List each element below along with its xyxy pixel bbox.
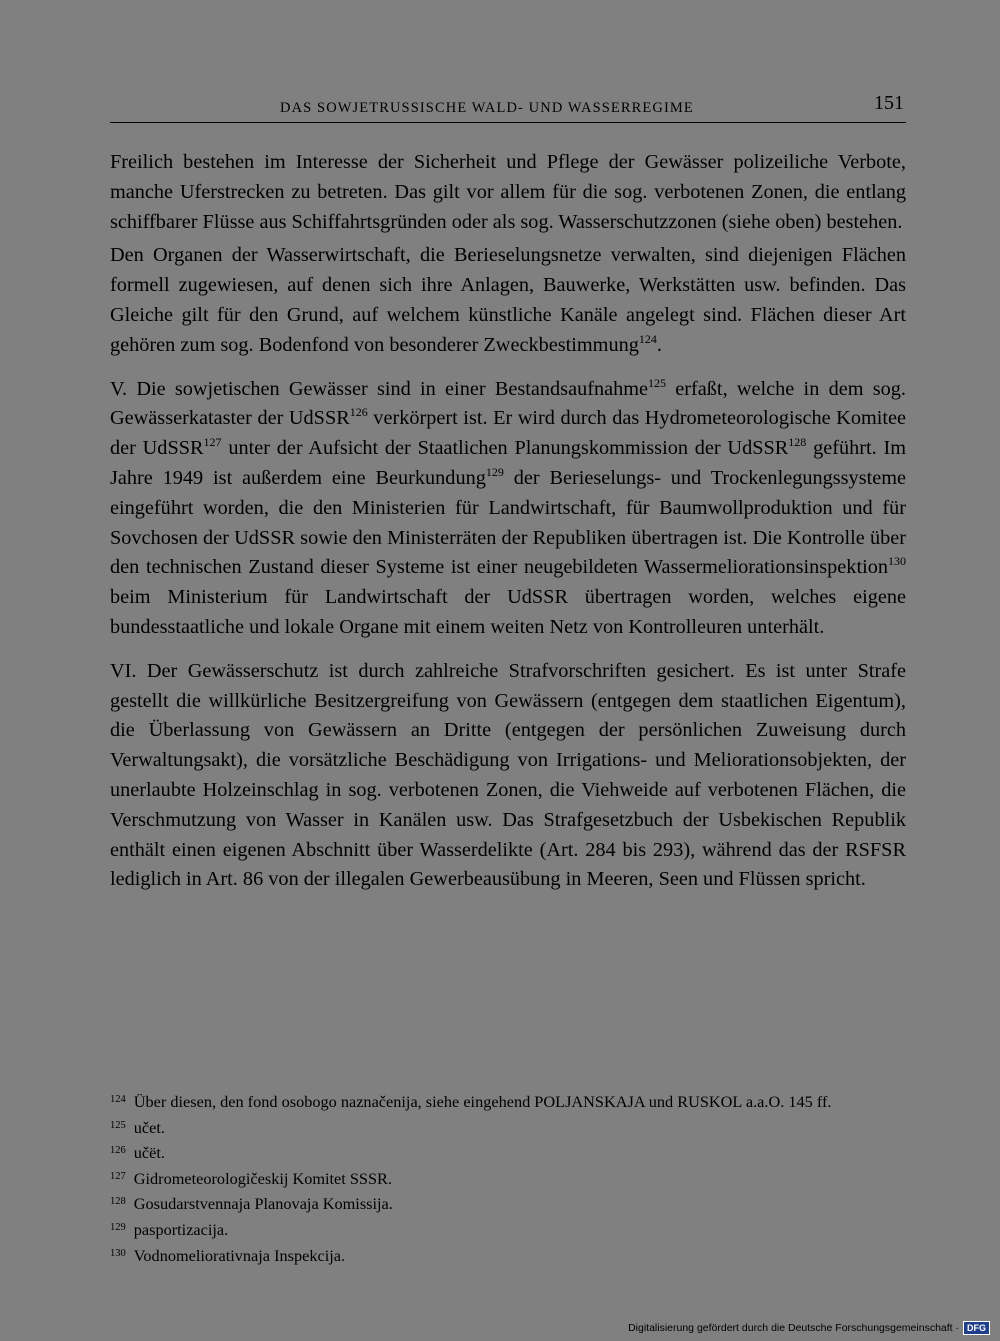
digitization-credit [628,1321,990,1335]
footnote-ref-127[interactable]: 127 [203,435,222,450]
footnote-number: 125 [110,1119,126,1131]
footnote-ref-126[interactable]: 126 [349,405,368,420]
footnote-ref-130[interactable]: 130 [888,554,906,569]
footnote: $^{129}$ pasportizacija. [110,1219,229,1239]
credit-text: Digitalisierung gefördert durch die Deutsche Forschungsgemeinschaft · [628,1322,959,1334]
footnote-ref-128[interactable]: 128 [788,435,807,450]
footnote-ref-125[interactable]: 125 [648,375,667,390]
page-number: 151 [874,92,904,114]
footnote: $^{128}$ Gosudarstvennaja Planovaja Komissija. [110,1194,393,1214]
footnote-ref-124[interactable]: 124 [638,331,657,346]
footnote: $^{124}$ Über diesen, den fond osobogo naznačenija, siehe eingehend POLJANSKAJA und RUSKOL a.a.O. 145 ff. [110,1092,832,1111]
paragraph-section-vi: VI. Der Gewässerschutz ist durch zahlreiche Strafvorschriften gesichert. Es ist unter Strafe gestellt die willkürliche Besitzergreifung von Gewässern (entgegen dem staatlichen Eigentum), die Überlassung von Gewässern an Dritte (entgegen der persönlichen Zuweisung durch Verwaltungsakt), die vorsätzliche Beschädigung von Irrigations- und Meliorationsobjekten, der unerlaubte Holzeinschlag in sog. verbotenen Zonen, die Viehweide auf verbotenen Flächen, die Verschmutzung von Wasser in Kanälen usw. Das Strafgesetzbuch der Usbekischen Republik enthält einen eigenen Abschnitt über Wasserdelikte (Art. 284 bis 293), während das der RSFSR lediglich in Art. 86 von der illegalen Gewerbeausübung in Meeren, Seen und Flüssen spricht. [110,659,906,891]
footnote: $^{125}$ učet. [110,1117,165,1137]
footnotes [110,1088,906,1267]
paragraph-1: Freilich bestehen im Interesse der Sicherheit und Pflege der Gewässer polizeiliche Verbote, manche Uferstrecken zu betreten. Das gilt vor allem für die sog. verbotenen Zonen, die entlang schiffbarer Flüsse aus Schiffahrtsgründen oder als sog. Wasserschutzzonen (siehe oben) bestehen. [110,151,906,233]
footnote-number: 127 [110,1170,126,1182]
paragraph-2: Den Organen der Wasserwirtschaft, die Berieselungsnetze verwalten, sind diejenigen Flächen formell zugewiesen, auf denen sich ihre Anlagen, Bauwerke, Werkstätten usw. befinden. Das Gleiche gilt für den Grund, auf welchem künstliche Kanäle angelegt sind. Flächen dieser Art gehören zum sog. Bodenfond von besonderer Zweckbestimmung$^{124}$. [110,244,906,356]
dfg-logo-icon: DFG [963,1321,990,1335]
footnote: $^{126}$ učët. [110,1143,165,1163]
footnote-ref-129[interactable]: 129 [485,464,504,479]
footnote-number: 126 [110,1145,126,1157]
footnote-number: 130 [110,1247,126,1259]
footnote-number: 128 [110,1196,126,1208]
footnote: $^{127}$ Gidrometeorologičeskij Komitet SSSR. [110,1168,392,1188]
footnote-number: 129 [110,1221,126,1233]
page-header [110,92,906,123]
footnote-number: 124 [110,1094,126,1105]
main-text [110,148,906,895]
paragraph-section-v: V. Die sowjetischen Gewässer sind in einer Bestandsaufnahme$^{125}$ erfaßt, welche in dem sog. Gewässerkataster der UdSSR$^{126}$ verkörpert ist. Er wird durch das Hydrometeorologische Komitee der UdSSR$^{127}$ unter der Aufsicht der Staatlichen Planungskommission der UdSSR$^{128}$ geführt. Im Jahre 1949 ist außerdem eine Beurkundung$^{129}$ der Berieselungs- und Trockenlegungssysteme eingeführt worden, die den Ministerien für Landwirtschaft, für Baumwollproduktion und für Sovchosen der UdSSR sowie den Ministerräten der Republiken übertragen ist. Die Kontrolle über den technischen Zustand dieser Systeme ist einer neugebildeten Wassermeliorationsinspektion$^{130}$ beim Ministerium für Landwirtschaft der UdSSR übertragen worden, welches eigene bundesstaatliche und lokale Organe mit einem weiten Netz von Kontrolleuren unterhält. [110,375,907,638]
footnote: $^{130}$ Vodnomeliorativnaja Inspekcija. [110,1245,346,1265]
running-head: DAS SOWJETRUSSISCHE WALD- UND WASSERREGIME [280,100,694,116]
